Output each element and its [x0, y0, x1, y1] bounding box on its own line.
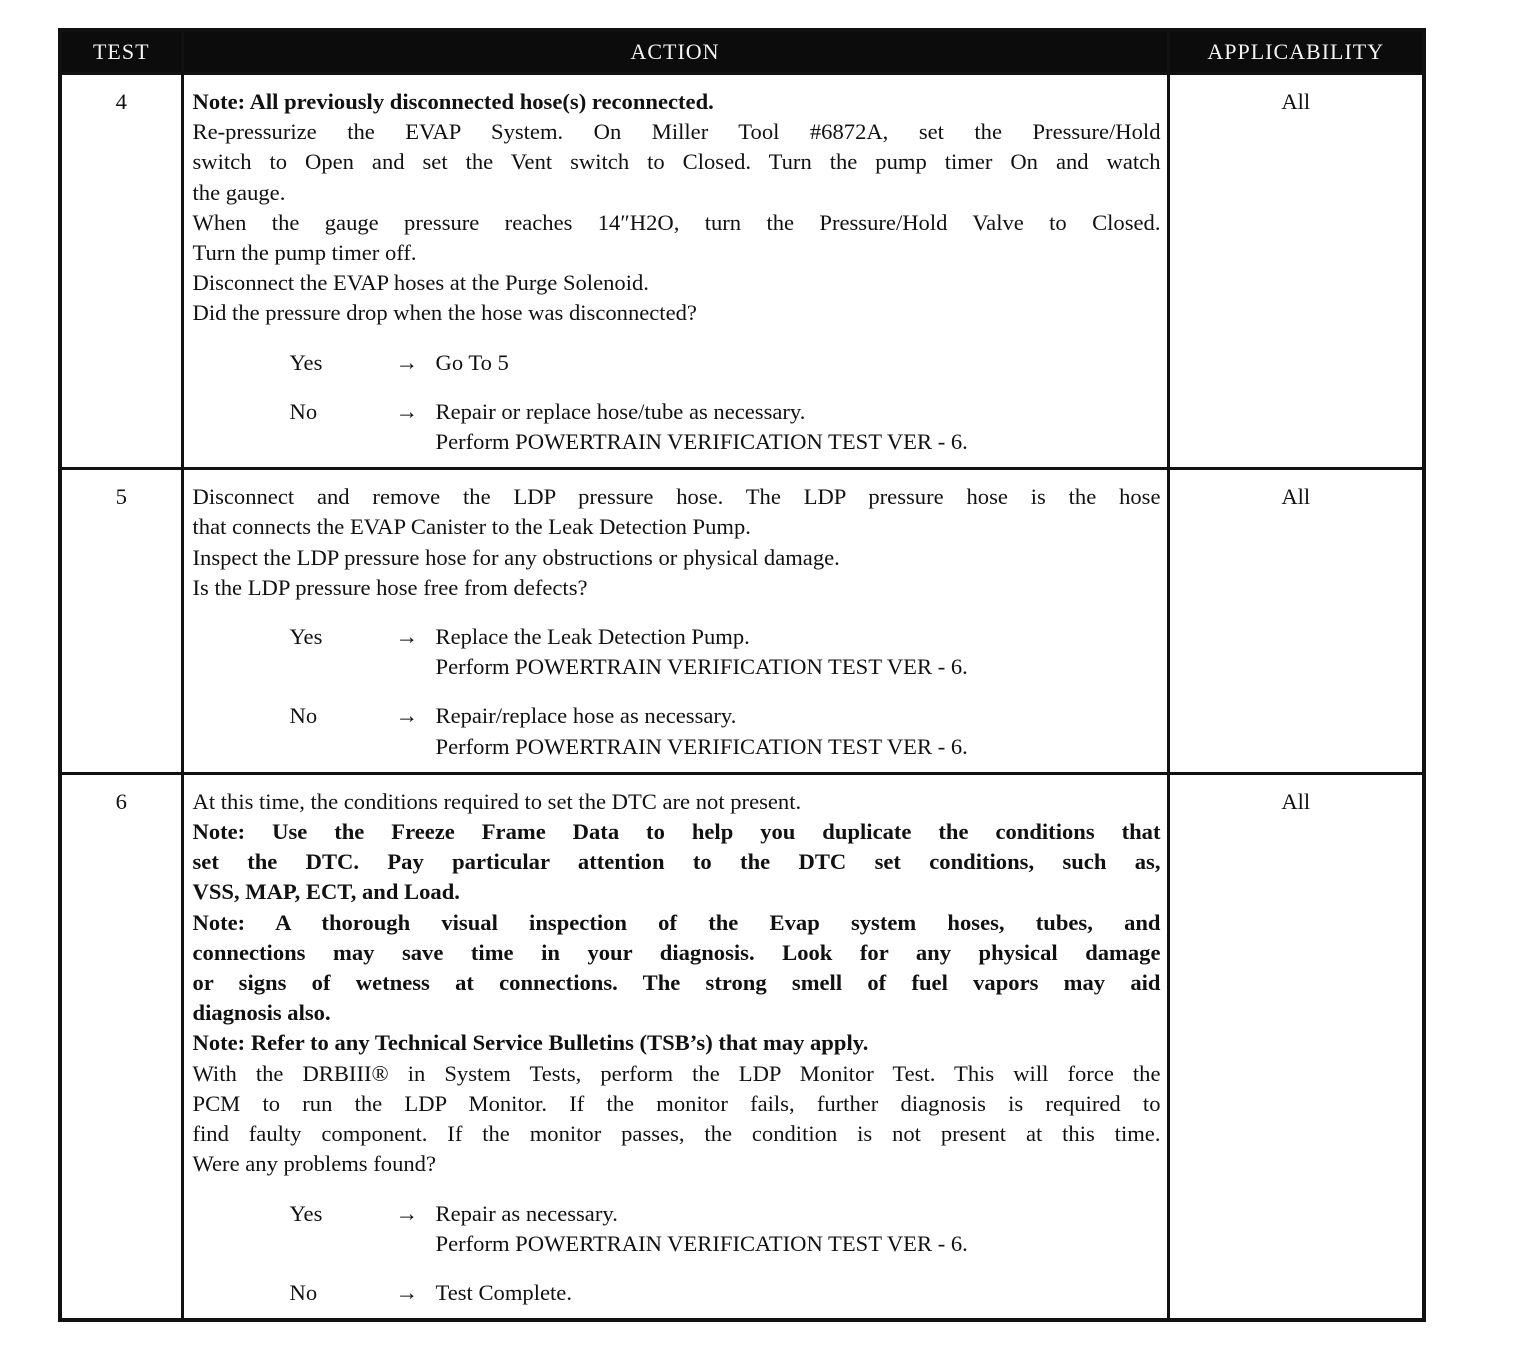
- outcome-result: [436, 701, 1161, 761]
- outcome-answer: Yes: [289, 349, 323, 375]
- instruction-line: PCM to run the LDP Monitor. If the monitor fails, further diagnosis is required to: [192, 1090, 1161, 1116]
- outcome-result-line: Repair as necessary.: [435, 1200, 618, 1226]
- header-action: ACTION: [182, 30, 1168, 74]
- action-cell: [182, 773, 1168, 1320]
- outcome-result: [436, 348, 1161, 378]
- outcome-no: [290, 701, 1161, 761]
- instruction-line: Disconnect the EVAP hoses at the Purge Solenoid.: [192, 270, 649, 296]
- instruction-line: At this time, the conditions required to set the DTC are not present.: [192, 788, 802, 814]
- outcome-result: [436, 397, 1161, 457]
- outcome-result: [436, 1278, 1161, 1308]
- note-line: Note: Refer to any Technical Service Bulletins (TSB’s) that may apply.: [192, 1030, 869, 1056]
- note-line: diagnosis also.: [192, 1000, 331, 1026]
- table-row: [60, 469, 1424, 774]
- outcome-result: [436, 622, 1161, 682]
- arrow-icon: →: [395, 398, 419, 424]
- outcome-no: [290, 1278, 1161, 1308]
- outcome-result: [436, 1199, 1161, 1259]
- outcome-list: [290, 348, 1161, 458]
- table-header-row: [60, 30, 1424, 74]
- note-line: Note: A thorough visual inspection of the Evap system hoses, tubes, and: [192, 909, 1161, 935]
- header-applicability: APPLICABILITY: [1168, 30, 1424, 74]
- test-number: 6: [60, 773, 182, 1320]
- table-row: [60, 773, 1424, 1320]
- note-line: Note: Use the Freeze Frame Data to help you duplicate the conditions that: [192, 819, 1161, 845]
- diagnostic-test-table: [58, 28, 1426, 1322]
- header-test: TEST: [60, 30, 182, 74]
- applicability-value: All: [1168, 469, 1424, 774]
- instruction-line: the gauge.: [192, 179, 286, 205]
- applicability-value: All: [1168, 74, 1424, 469]
- test-number: 4: [60, 74, 182, 469]
- outcome-list: [290, 1199, 1161, 1309]
- note-line: set the DTC. Pay particular attention to the DTC set conditions, such as,: [192, 849, 1161, 875]
- instruction-line: switch to Open and set the Vent switch to Closed. Turn the pump timer On and watch: [192, 149, 1161, 175]
- outcome-result-line: Test Complete.: [435, 1279, 572, 1305]
- outcome-answer: No: [289, 703, 318, 729]
- instruction-line: Did the pressure drop when the hose was disconnected?: [192, 300, 697, 326]
- test-number: 5: [60, 469, 182, 774]
- outcome-no: [290, 397, 1161, 457]
- outcome-result-line: Repair or replace hose/tube as necessary.: [435, 398, 806, 424]
- action-cell: [182, 469, 1168, 774]
- outcome-result-line: Perform POWERTRAIN VERIFICATION TEST VER - 6.: [435, 1230, 968, 1256]
- outcome-answer: Yes: [289, 1200, 323, 1226]
- action-cell: [182, 74, 1168, 469]
- outcome-yes: [290, 622, 1161, 682]
- arrow-icon: →: [395, 624, 419, 650]
- outcome-answer: Yes: [289, 624, 323, 650]
- note-line: VSS, MAP, ECT, and Load.: [192, 879, 460, 905]
- arrow-icon: →: [395, 349, 419, 375]
- outcome-result-line: Perform POWERTRAIN VERIFICATION TEST VER - 6.: [435, 733, 968, 759]
- outcome-yes: [290, 348, 1161, 378]
- arrow-icon: →: [395, 703, 419, 729]
- outcome-list: [290, 622, 1161, 762]
- instruction-line: Turn the pump timer off.: [192, 240, 417, 266]
- outcome-answer: No: [289, 1279, 318, 1305]
- outcome-result-line: Perform POWERTRAIN VERIFICATION TEST VER - 6.: [435, 429, 968, 455]
- note-line: or signs of wetness at connections. The strong smell of fuel vapors may aid: [192, 970, 1161, 996]
- instruction-line: Disconnect and remove the LDP pressure hose. The LDP pressure hose is the hose: [192, 484, 1161, 510]
- table-row: [60, 74, 1424, 469]
- instruction-line: When the gauge pressure reaches 14″H2O, turn the Pressure/Hold Valve to Closed.: [192, 209, 1161, 235]
- outcome-answer: No: [289, 398, 318, 424]
- instruction-line: Were any problems found?: [192, 1151, 436, 1177]
- outcome-result-line: Repair/replace hose as necessary.: [435, 703, 737, 729]
- instruction-line: Inspect the LDP pressure hose for any obstructions or physical damage.: [192, 544, 840, 570]
- outcome-result-line: Go To 5: [435, 349, 509, 375]
- arrow-icon: →: [395, 1279, 419, 1305]
- instruction-line: With the DRBIII® in System Tests, perform the LDP Monitor Test. This will force the: [192, 1060, 1161, 1086]
- outcome-result-line: Replace the Leak Detection Pump.: [435, 624, 750, 650]
- instruction-line: that connects the EVAP Canister to the Leak Detection Pump.: [192, 514, 751, 540]
- instruction-line: Is the LDP pressure hose free from defects?: [192, 574, 588, 600]
- applicability-value: All: [1168, 773, 1424, 1320]
- table-body: [60, 74, 1424, 1321]
- note-line: connections may save time in your diagnosis. Look for any physical damage: [192, 939, 1161, 965]
- outcome-result-line: Perform POWERTRAIN VERIFICATION TEST VER - 6.: [435, 654, 968, 680]
- outcome-yes: [290, 1199, 1161, 1259]
- note-line: Note: All previously disconnected hose(s) reconnected.: [192, 89, 714, 114]
- instruction-line: find faulty component. If the monitor passes, the condition is not present at this time.: [192, 1121, 1161, 1147]
- instruction-line: Re-pressurize the EVAP System. On Miller Tool #6872A, set the Pressure/Hold: [192, 119, 1161, 145]
- arrow-icon: →: [395, 1200, 419, 1226]
